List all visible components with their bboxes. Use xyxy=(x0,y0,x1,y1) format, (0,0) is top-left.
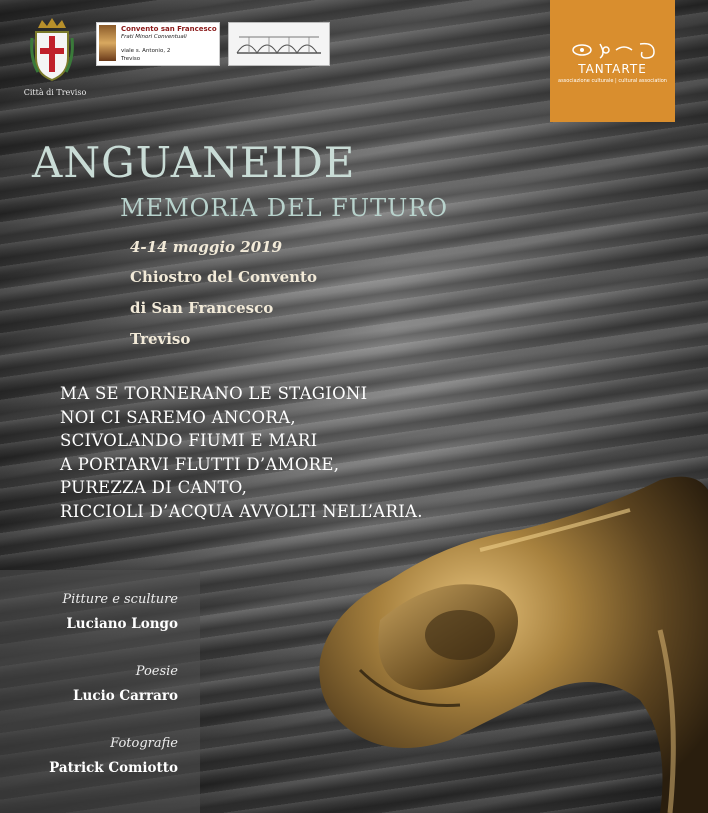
credit-role: Fotografie xyxy=(110,736,178,751)
event-city: Treviso xyxy=(130,330,191,348)
poem-line: RICCIOLI D’ACQUA AVVOLTI NELL’ARIA. xyxy=(60,501,423,521)
poem-line: SCIVOLANDO FIUMI E MARI xyxy=(60,431,318,450)
tantarte-tagline: associazione culturale | cultural association xyxy=(558,78,667,84)
bridge-sketch-icon xyxy=(228,22,330,66)
poem-line: MA SE TORNERANO LE STAGIONI xyxy=(60,384,368,403)
saint-portrait-icon xyxy=(99,25,116,61)
convento-subtitle: Frati Minori Conventuali xyxy=(121,34,187,40)
credit-role: Poesie xyxy=(135,664,178,679)
poem-line: PUREZZA DI CANTO, xyxy=(60,478,248,497)
address-line-2: Treviso xyxy=(121,56,141,62)
credits-panel xyxy=(0,570,200,813)
logo-bar xyxy=(0,0,708,115)
tantarte-logo xyxy=(550,0,675,122)
treviso-crest-icon xyxy=(30,18,74,82)
event-title: ANGUANEIDE xyxy=(32,138,356,187)
event-subtitle: MEMORIA DEL FUTURO xyxy=(120,194,449,222)
credit-role: Pitture e sculture xyxy=(62,592,178,607)
convento-address xyxy=(121,47,170,63)
crest-label: Città di Treviso xyxy=(23,88,87,97)
event-dates: 4-14 maggio 2019 xyxy=(130,238,282,256)
credit-name: Luciano Longo xyxy=(66,616,178,632)
venue-line-2: di San Francesco xyxy=(130,299,274,317)
credit-name: Lucio Carraro xyxy=(73,688,178,704)
convento-logo xyxy=(96,22,220,66)
poem-line: A PORTARVI FLUTTI D’AMORE, xyxy=(60,454,340,474)
bronze-sculpture-image xyxy=(300,470,708,813)
venue-line-1: Chiostro del Convento xyxy=(130,268,317,286)
convento-title: Convento san Francesco xyxy=(121,25,217,33)
poem-line: NOI CI SAREMO ANCORA, xyxy=(60,407,296,427)
address-line-1: viale s. Antonio, 2 xyxy=(121,48,171,54)
tantarte-name: TANTARTE xyxy=(578,62,647,76)
credit-name: Patrick Comiotto xyxy=(49,760,178,776)
